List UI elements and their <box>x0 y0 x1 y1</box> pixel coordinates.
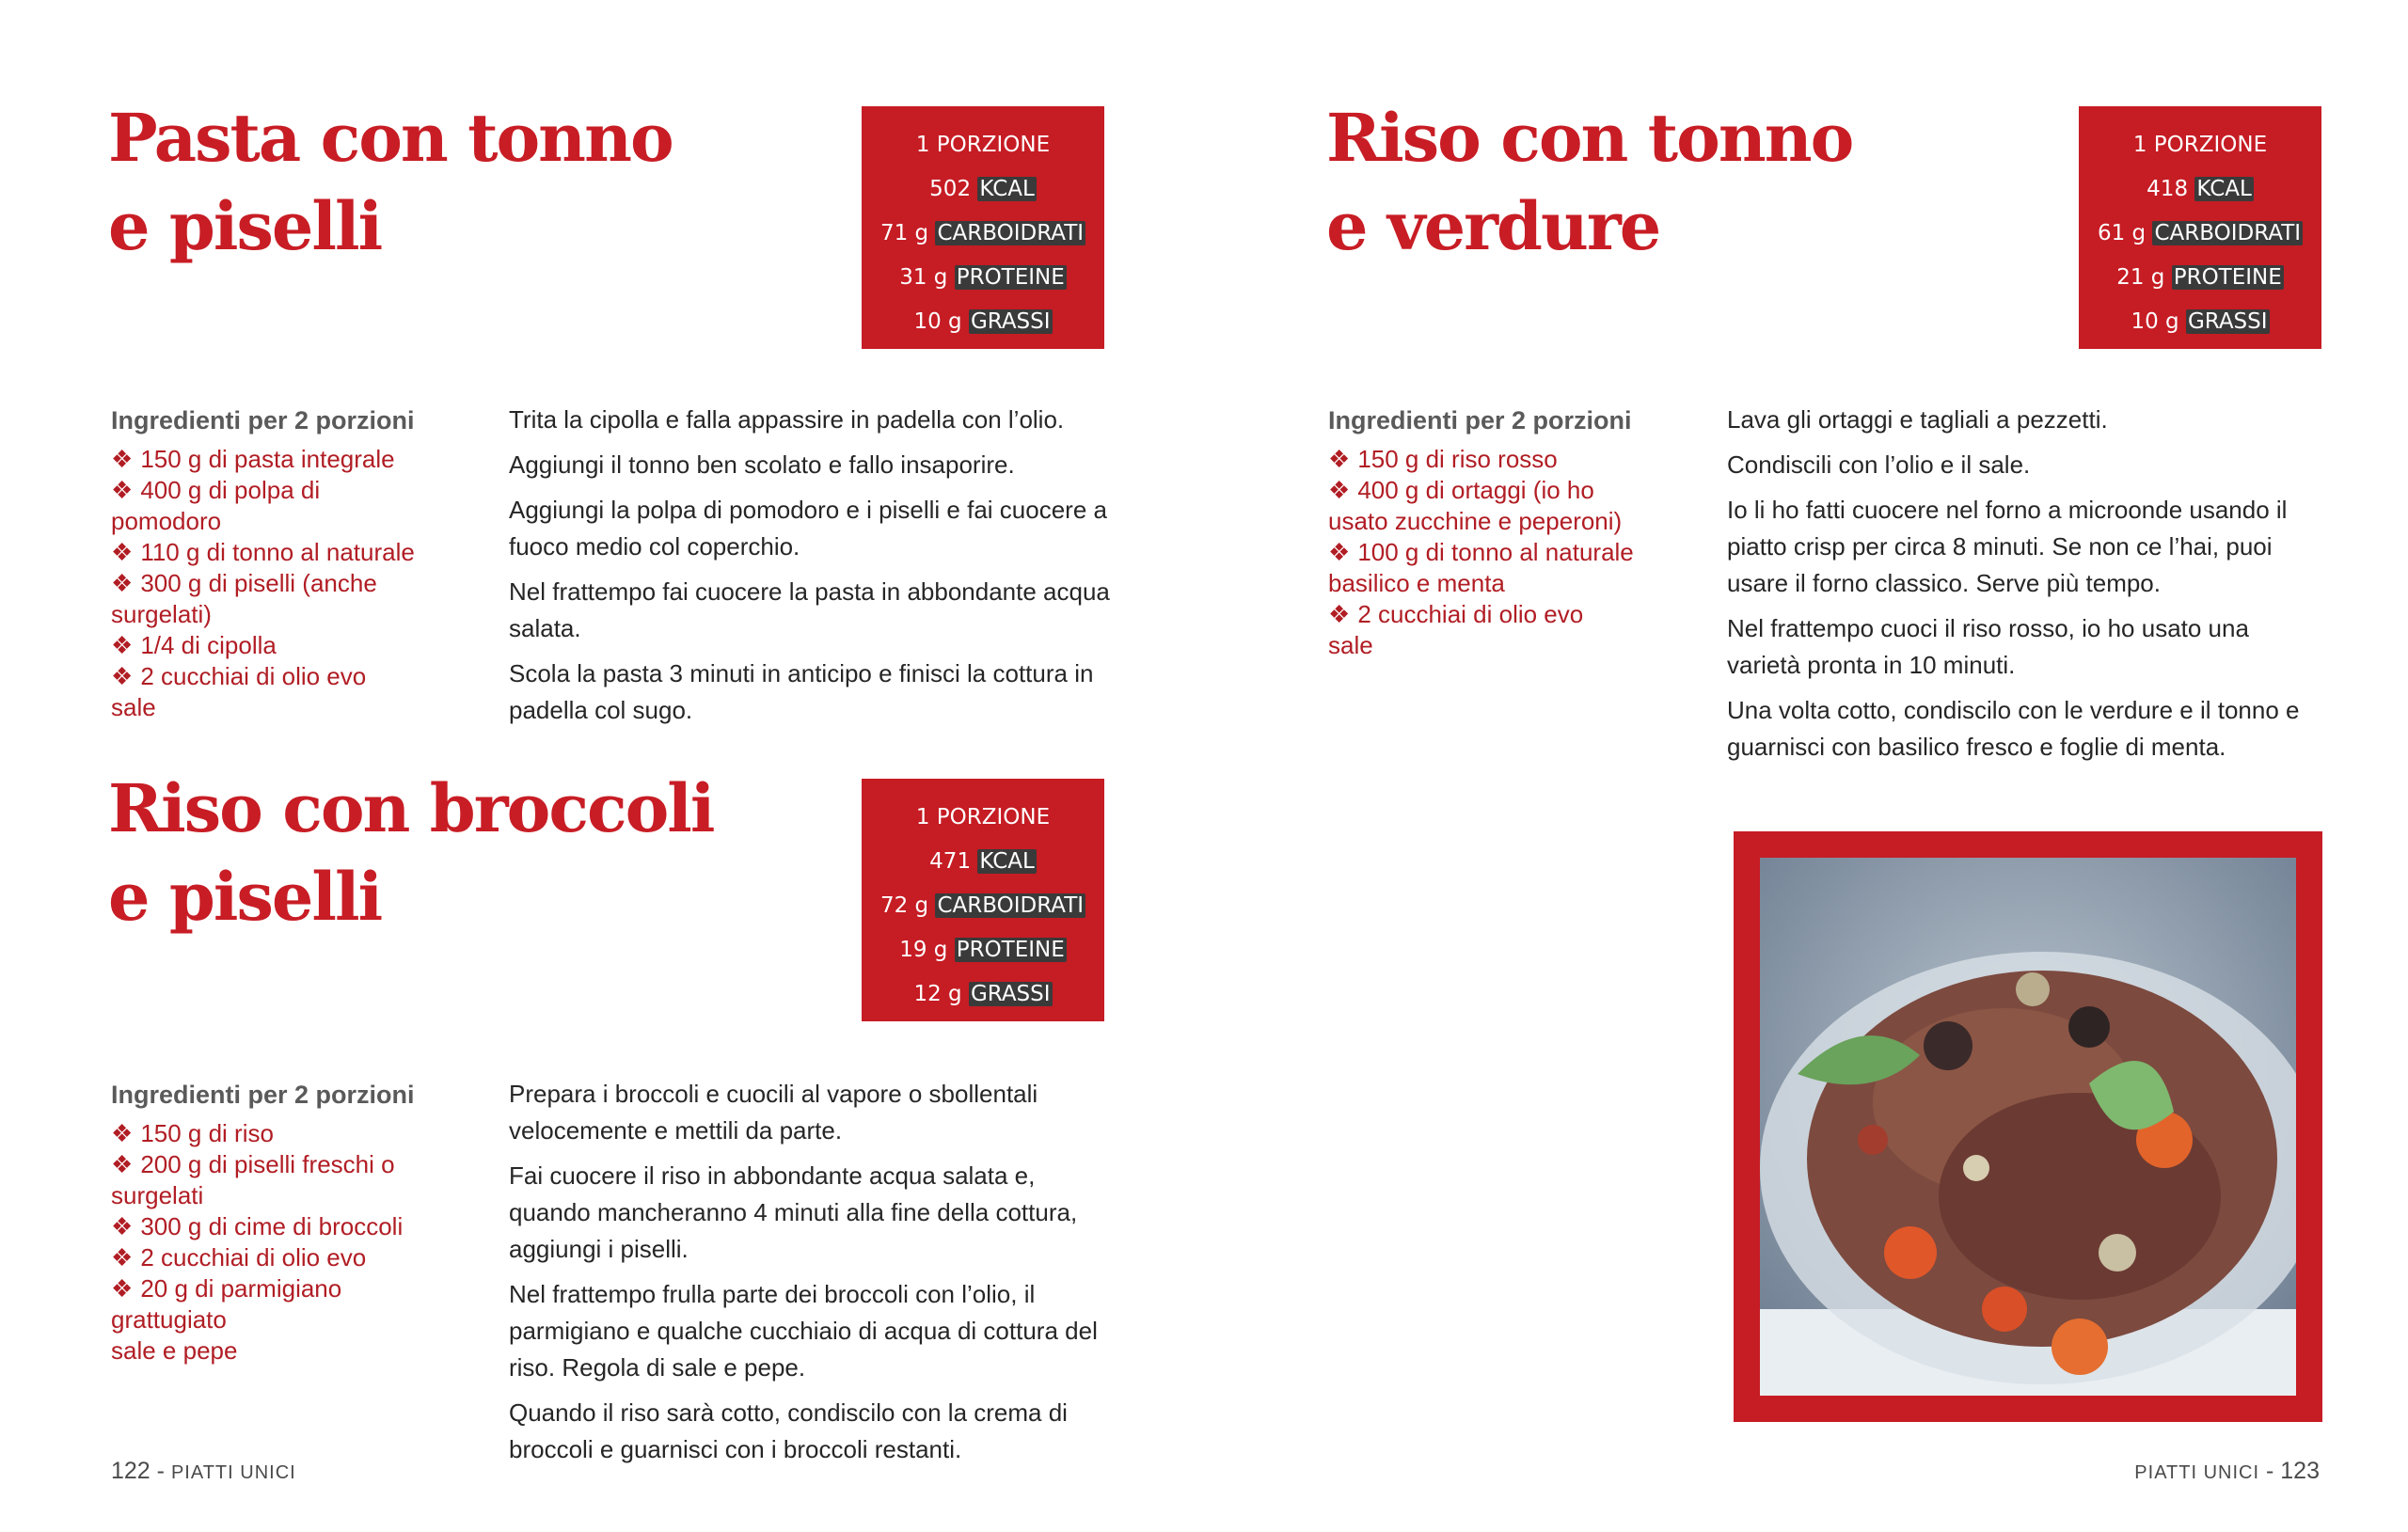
ingredient-item: sale <box>111 693 156 721</box>
ingredient-item: ❖ 150 g di riso rosso <box>1328 445 1558 473</box>
ingredient-item: usato zucchine e peperoni) <box>1328 507 1623 535</box>
protein-row: 21 g PROTEINE <box>2116 265 2282 290</box>
section-name: PIATTI UNICI <box>2134 1462 2260 1483</box>
steps-block <box>509 1076 1111 1477</box>
bullet-icon: ❖ <box>1328 445 1351 473</box>
ingredient-item: ❖ 400 g di ortaggi (io ho <box>1328 476 1594 504</box>
nutrition-box <box>862 106 1104 349</box>
carb-row: 61 g CARBOIDRATI <box>2097 221 2302 245</box>
footer-right <box>2134 1458 2320 1485</box>
recipe-title <box>108 765 713 941</box>
bullet-icon: ❖ <box>111 476 134 504</box>
ingredient-item: pomodoro <box>111 507 222 535</box>
ingredients-title: Ingredienti per 2 porzioni <box>111 1081 415 1109</box>
ingredient-item: sale <box>1328 631 1373 659</box>
protein-row: 31 g PROTEINE <box>899 265 1065 290</box>
bullet-icon: ❖ <box>111 538 134 566</box>
step-paragraph: Fai cuocere il riso in abbondante acqua salata e, quando mancheranno 4 minuti alla fine della cottura, aggiungi i piselli. <box>509 1161 1078 1263</box>
ingredient-item: surgelati <box>111 1181 204 1209</box>
page-number: 123 <box>2280 1458 2320 1484</box>
ingredient-item: ❖ 300 g di cime di broccoli <box>111 1212 404 1240</box>
bullet-icon: ❖ <box>1328 538 1351 566</box>
ingredients-title: Ingredienti per 2 porzioni <box>111 406 415 434</box>
steps-block <box>509 402 1111 737</box>
step-paragraph: Scola la pasta 3 minuti in anticipo e finisci la cottura in padella col sugo. <box>509 659 1094 724</box>
bullet-icon: ❖ <box>111 569 134 597</box>
ingredient-item: ❖ 2 cucchiai di olio evo <box>111 1243 367 1271</box>
separator: - <box>156 1458 165 1484</box>
ingredient-item: ❖ 2 cucchiai di olio evo <box>1328 600 1584 628</box>
bullet-icon: ❖ <box>111 1274 134 1303</box>
fat-row: 10 g GRASSI <box>913 309 1051 334</box>
ingredient-item: ❖ 150 g di riso <box>111 1119 274 1147</box>
ingredient-item: surgelati) <box>111 600 212 628</box>
nutrition-box <box>862 779 1104 1021</box>
kcal-row: 471 KCAL <box>929 849 1035 874</box>
kcal-row: 418 KCAL <box>2147 177 2252 201</box>
step-paragraph: Quando il riso sarà cotto, condiscilo con la crema di broccoli e guarnisci con i broccoli restanti. <box>509 1398 1068 1463</box>
portion-label: 1 PORZIONE <box>915 133 1051 157</box>
bullet-icon: ❖ <box>111 662 134 690</box>
ingredients-title: Ingredienti per 2 porzioni <box>1328 406 1632 434</box>
step-paragraph: Una volta cotto, condiscilo con le verdure e il tonno e guarnisci con basilico fresco e foglie di menta. <box>1727 696 2300 761</box>
ingredient-item: ❖ 150 g di pasta integrale <box>111 445 395 473</box>
carb-row: 71 g CARBOIDRATI <box>879 221 1085 245</box>
portion-label: 1 PORZIONE <box>2132 133 2268 157</box>
ingredients-list <box>111 444 459 723</box>
title-line: Riso con broccoli <box>108 769 714 847</box>
ingredients-block <box>1328 404 1676 661</box>
steps-block <box>1727 402 2329 774</box>
ingredients-list <box>111 1118 459 1366</box>
ingredient-item: ❖ 300 g di piselli (anche <box>111 569 377 597</box>
separator: - <box>2266 1458 2274 1484</box>
bullet-icon: ❖ <box>1328 476 1351 504</box>
carb-row: 72 g CARBOIDRATI <box>879 893 1085 918</box>
title-line: e verdure <box>1326 187 1660 265</box>
ingredients-list <box>1328 444 1676 661</box>
recipe-title <box>108 94 673 271</box>
title-line: Pasta con tonno <box>108 99 673 177</box>
ingredient-item: ❖ 110 g di tonno al naturale <box>111 538 415 566</box>
ingredient-item: ❖ 400 g di polpa di <box>111 476 321 504</box>
title-line: e piselli <box>108 858 382 936</box>
protein-row: 19 g PROTEINE <box>899 938 1065 962</box>
bullet-icon: ❖ <box>111 1119 134 1147</box>
ingredients-block <box>111 1079 459 1366</box>
step-paragraph: Condiscili con l’olio e il sale. <box>1727 450 2031 479</box>
bullet-icon: ❖ <box>111 1150 134 1178</box>
bullet-icon: ❖ <box>1328 600 1351 628</box>
ingredient-item: basilico e menta <box>1328 569 1505 597</box>
recipe-photo <box>1734 831 2322 1422</box>
ingredient-item: ❖ 20 g di parmigiano <box>111 1274 342 1303</box>
step-paragraph: Trita la cipolla e falla appassire in padella con l’olio. <box>509 405 1065 434</box>
step-paragraph: Prepara i broccoli e cuocili al vapore o sbollentali velocemente e mettili da parte. <box>509 1080 1038 1145</box>
title-line: e piselli <box>108 187 382 265</box>
kcal-row: 502 KCAL <box>929 177 1035 201</box>
step-paragraph: Nel frattempo cuoci il riso rosso, io ho usato una varietà pronta in 10 minuti. <box>1727 614 2249 679</box>
section-name: PIATTI UNICI <box>170 1462 296 1483</box>
portion-label: 1 PORZIONE <box>915 805 1051 829</box>
footer-left <box>111 1458 296 1485</box>
ingredient-item: sale e pepe <box>111 1336 238 1365</box>
nutrition-box <box>2079 106 2321 349</box>
step-paragraph: Nel frattempo frulla parte dei broccoli con l’olio, il parmigiano e qualche cucchiaio di acqua di cottura del riso. Regola di sale e pepe. <box>509 1280 1098 1382</box>
step-paragraph: Aggiungi il tonno ben scolato e fallo insaporire. <box>509 450 1015 479</box>
ingredients-block <box>111 404 459 723</box>
page-number: 122 <box>111 1458 150 1484</box>
ingredient-item: ❖ 100 g di tonno al naturale <box>1328 538 1634 566</box>
step-paragraph: Aggiungi la polpa di pomodoro e i piselli e fai cuocere a fuoco medio col coperchio. <box>509 496 1107 561</box>
fat-row: 12 g GRASSI <box>913 982 1051 1006</box>
recipe-title <box>1326 94 1852 271</box>
step-paragraph: Lava gli ortaggi e tagliali a pezzetti. <box>1727 405 2108 434</box>
fat-row: 10 g GRASSI <box>2131 309 2268 334</box>
ingredient-item: grattugiato <box>111 1305 227 1334</box>
ingredient-item: ❖ 1/4 di cipolla <box>111 631 277 659</box>
step-paragraph: Nel frattempo fai cuocere la pasta in abbondante acqua salata. <box>509 577 1110 642</box>
ingredient-item: ❖ 200 g di piselli freschi o <box>111 1150 395 1178</box>
rice-salad-image <box>1760 858 2296 1396</box>
bullet-icon: ❖ <box>111 631 134 659</box>
bullet-icon: ❖ <box>111 445 134 473</box>
bullet-icon: ❖ <box>111 1243 134 1271</box>
step-paragraph: Io li ho fatti cuocere nel forno a microonde usando il piatto crisp per circa 8 minuti. Se non ce l’hai, puoi usare il forno classico. Serve più tempo. <box>1727 496 2288 597</box>
ingredient-item: ❖ 2 cucchiai di olio evo <box>111 662 367 690</box>
bullet-icon: ❖ <box>111 1212 134 1240</box>
title-line: Riso con tonno <box>1326 99 1853 177</box>
